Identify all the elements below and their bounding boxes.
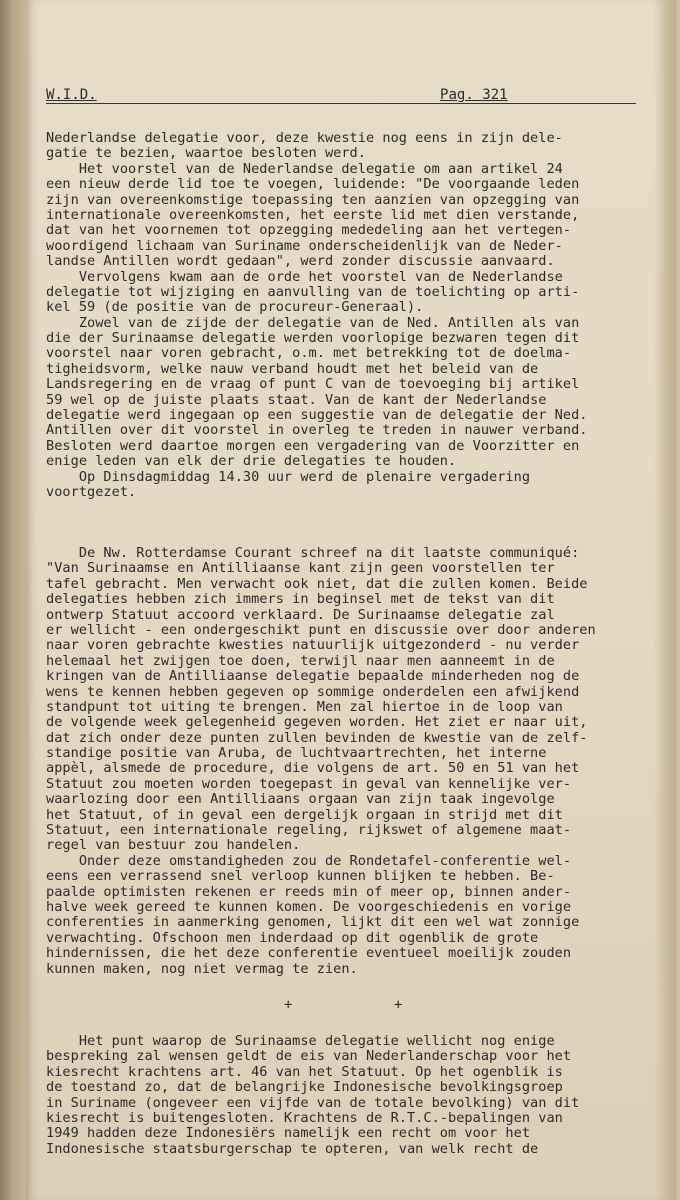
text-line: internationale overeenkomsten, het eerste lid met dien verstande, xyxy=(46,206,580,223)
text-line: gatie te bezien, waartoe besloten werd. xyxy=(46,145,366,162)
text-line: ontwerp Statuut accoord verklaard. De Surinaamse delegatie zal xyxy=(46,606,555,623)
text-line: zijn van overeenkomstige toepassing ten aanzien van opzegging van xyxy=(46,191,580,208)
text-line: standpunt tot uiting te brengen. Men zal hiertoe in de loop van xyxy=(46,698,563,715)
text-line: Indonesische staatsburgerschap te opteren, van welk recht de xyxy=(46,1140,539,1157)
header-rule xyxy=(46,103,636,104)
text-line: delegatie werd ingegaan op een suggestie van de delegatie der Ned. xyxy=(46,407,588,424)
text-line: een nieuw derde lid toe te voegen, luidende: "De voorgaande leden xyxy=(46,176,580,193)
text-line: in Suriname (ongeveer een vijfde van de totale bevolking) van dit xyxy=(46,1094,580,1111)
separator-plus-2: + xyxy=(394,997,403,1013)
text-line: appèl, alsmede de procedure, die volgens de art. 50 en 51 van het xyxy=(46,760,580,777)
text-line: dat van het voornemen tot opzegging mededeling aan het vertegen- xyxy=(46,222,572,239)
text-line: delegatie tot wijziging en aanvulling van de toelichting op arti- xyxy=(46,283,580,300)
text-line: Statuut zou moeten worden toegepast in geval van kennelijke ver- xyxy=(46,775,572,792)
text-line: 59 wel op de juiste plaats staat. Van de kant der Nederlandse xyxy=(46,391,547,408)
text-line: bespreking zal wensen geldt de eis van Nederlanderschap voor het xyxy=(46,1048,572,1065)
text-line: die der Surinaamse delegatie werden voorlopige bezwaren tegen dit xyxy=(46,330,580,347)
text-line: landse Antillen wordt gedaan", werd zonder discussie aanvaard. xyxy=(46,253,555,270)
text-line: voorstel naar voren gebracht, o.m. met betrekking tot de doelma- xyxy=(46,345,572,362)
text-line: Statuut, een internationale regeling, rijkswet of algemene maat- xyxy=(46,822,572,839)
text-line: Op Dinsdagmiddag 14.30 uur werd de plenaire vergadering xyxy=(46,468,531,485)
text-line: eens een verrassend snel verloop kunnen blijken te hebben. Be- xyxy=(46,868,555,885)
text-line: enige leden van elk der drie delegaties te houden. xyxy=(46,453,457,470)
text-line: het Statuut, of in geval een dergelijk orgaan in strijd met dit xyxy=(46,806,563,823)
text-line: Vervolgens kwam aan de orde het voorstel van de Nederlandse xyxy=(46,268,563,285)
text-line: kel 59 (de positie van de procureur-Generaal). xyxy=(46,299,424,316)
text-line: halve week gereed te kunnen komen. De voorgeschiedenis en vorige xyxy=(46,898,572,915)
text-line: Antillen over dit voorstel in overleg te treden in nauwer verband. xyxy=(46,422,588,439)
text-line: "Van Surinaamse en Antilliaanse kant zijn geen voorstellen ter xyxy=(46,560,555,577)
page-header xyxy=(46,88,658,106)
text-line: kiesrecht krachtens art. 46 van het Statuut. Op het ogenblik is xyxy=(46,1063,563,1080)
text-line: kringen van de Antilliaanse delegatie bepaalde minderheden nog de xyxy=(46,668,580,685)
text-line: waarlozing door een Antilliaans orgaan van zijn taak ingevolge xyxy=(46,791,555,808)
paragraph-block-2 xyxy=(46,546,658,977)
text-line: Nederlandse delegatie voor, deze kwestie nog eens in zijn dele- xyxy=(46,130,563,146)
text-line: de toestand zo, dat de belangrijke Indonesische bevolkingsgroep xyxy=(46,1079,563,1096)
header-page-number: Pag. 321 xyxy=(440,87,508,103)
text-line: Het punt waarop de Surinaamse delegatie wellicht nog enige xyxy=(46,1033,555,1049)
document-page xyxy=(26,0,676,1200)
text-line: delegaties hebben zich immers in beginsel met de tekst van dit xyxy=(46,591,555,608)
text-line: er wellicht - een ondergeschikt punt en discussie over door anderen xyxy=(46,621,596,638)
text-line: 1949 hadden deze Indonesiërs namelijk een recht om voor het xyxy=(46,1125,531,1142)
text-line: naar voren gebrachte kwesties natuurlijk uitgezonderd - nu verder xyxy=(46,637,580,654)
separator-plus-1: + xyxy=(284,997,293,1013)
text-line: de volgende week gelegenheid gegeven worden. Het ziet er naar uit, xyxy=(46,714,588,731)
text-line: standige positie van Aruba, de luchtvaartrechten, het interne xyxy=(46,745,547,762)
text-line: paalde optimisten rekenen er reeds min of meer op, binnen ander- xyxy=(46,883,572,900)
text-line: Zowel van de zijde der delegatie van de Ned. Antillen als van xyxy=(46,314,580,331)
text-line: kunnen maken, nog niet vermag te zien. xyxy=(46,960,358,977)
text-line: conferenties in aanmerking genomen, lijkt dit een wel wat zonnige xyxy=(46,914,580,931)
text-line: tafel gebracht. Men verwacht ook niet, dat die zullen komen. Beide xyxy=(46,575,588,592)
text-line: Besloten werd daartoe morgen een vergadering van de Voorzitter en xyxy=(46,437,580,454)
paragraph-block-1 xyxy=(46,131,658,500)
text-line: voortgezet. xyxy=(46,483,137,500)
text-line: dat zich onder deze punten zullen bevinden de kwestie van de zelf- xyxy=(46,729,588,746)
text-line: Onder deze omstandigheden zou de Rondetafel-conferentie wel- xyxy=(46,852,572,869)
text-line: wens te kennen hebben gegeven op sommige onderdelen een afwijkend xyxy=(46,683,580,700)
text-line: Landsregering en de vraag of punt C van de toevoeging bij artikel xyxy=(46,376,580,393)
text-line: regel van bestuur zou handelen. xyxy=(46,837,301,854)
text-line: verwachting. Ofschoon men inderdaad op dit ogenblik de grote xyxy=(46,929,539,946)
text-line: De Nw. Rotterdamse Courant schreef na dit laatste communiqué: xyxy=(46,545,580,561)
text-line: Het voorstel van de Nederlandse delegatie om aan artikel 24 xyxy=(46,160,563,177)
section-separator xyxy=(46,998,658,1014)
text-line: kiesrecht is buitengesloten. Krachtens de R.T.C.-bepalingen van xyxy=(46,1109,563,1126)
paragraph-block-3 xyxy=(46,1034,658,1157)
text-line: hindernissen, die het deze conferentie eventueel moeilijk zouden xyxy=(46,945,572,962)
text-line: tigheidsvorm, welke nauw verband houdt met het beleid van de xyxy=(46,360,539,377)
text-line: woordigend lichaam van Suriname onderscheidenlijk van de Neder- xyxy=(46,237,563,254)
header-publication: W.I.D. xyxy=(46,87,97,103)
text-line: helemaal het zwijgen toe doen, terwijl naar men aanneemt in de xyxy=(46,652,555,669)
